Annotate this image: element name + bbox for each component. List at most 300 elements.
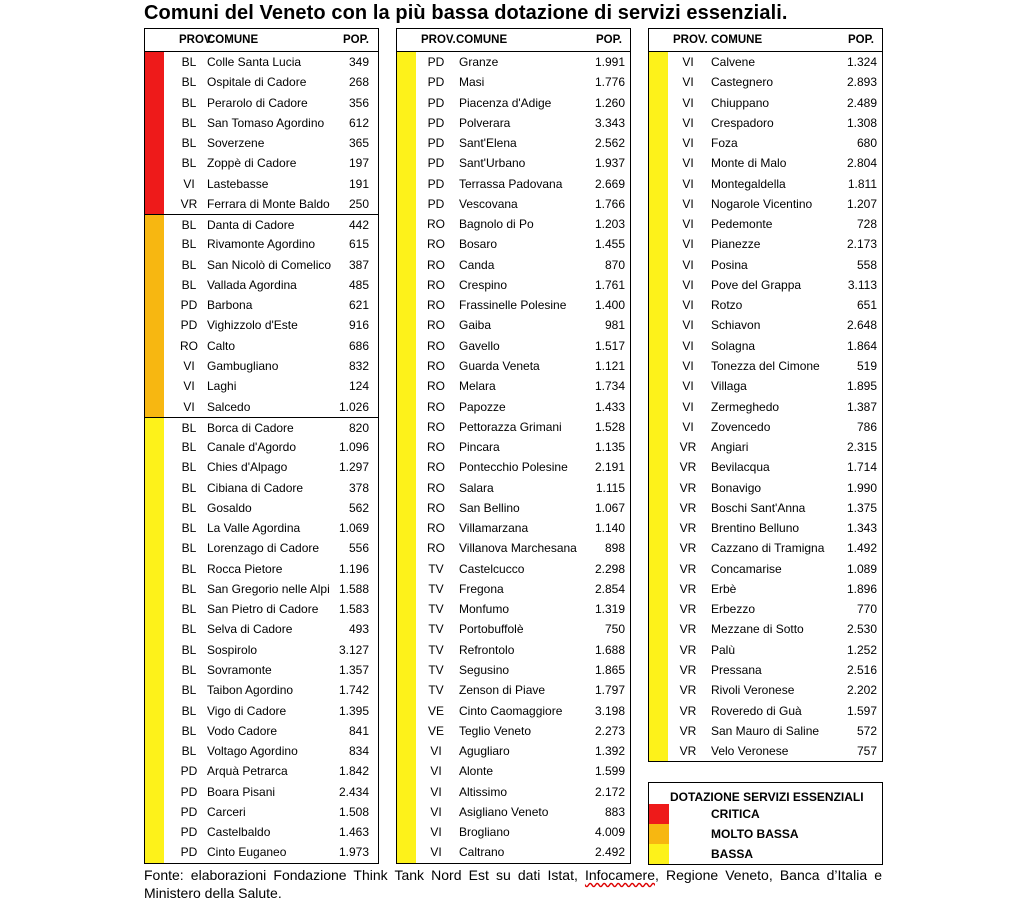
level-color-bar xyxy=(649,133,668,153)
table-row xyxy=(649,153,882,173)
level-color-bar xyxy=(397,315,416,335)
level-color-bar xyxy=(649,538,668,558)
cell-pop: 378 xyxy=(348,480,369,495)
level-color-bar xyxy=(649,153,668,173)
cell-pop: 1.400 xyxy=(594,298,625,313)
level-color-bar xyxy=(649,93,668,113)
cell-prov: VR xyxy=(679,561,697,576)
cell-pop: 562 xyxy=(348,500,369,515)
table-row xyxy=(397,721,630,741)
level-color-bar xyxy=(145,802,164,822)
cell-comune: Zoppè di Cadore xyxy=(207,156,297,171)
cell-prov: VI xyxy=(183,379,195,394)
table-row xyxy=(649,113,882,133)
cell-comune: Nogarole Vicentino xyxy=(711,196,813,211)
cell-prov: VE xyxy=(427,723,444,738)
cell-pop: 3.113 xyxy=(847,277,877,292)
cell-prov: RO xyxy=(427,298,445,313)
cell-prov: BL xyxy=(181,420,197,435)
level-color-bar xyxy=(145,559,164,579)
cell-pop: 250 xyxy=(348,196,369,211)
table-row xyxy=(649,417,882,437)
level-color-bar xyxy=(397,802,416,822)
cell-pop: 1.991 xyxy=(594,55,625,69)
cell-comune: Gavello xyxy=(459,338,500,353)
cell-prov: RO xyxy=(427,338,445,353)
cell-prov: PD xyxy=(180,318,198,333)
cell-pop: 1.588 xyxy=(338,581,369,596)
table-row xyxy=(145,782,378,802)
cell-pop: 1.864 xyxy=(846,338,877,353)
cell-pop: 621 xyxy=(348,298,369,313)
table-row xyxy=(397,52,630,72)
level-color-bar xyxy=(397,660,416,680)
legend-item-critica xyxy=(649,804,882,824)
table-row xyxy=(145,721,378,741)
cell-prov: VI xyxy=(682,298,694,313)
cell-prov: VI xyxy=(430,744,442,759)
cell-prov: PD xyxy=(427,176,445,191)
cell-pop: 916 xyxy=(348,318,369,333)
cell-comune: Chies d'Alpago xyxy=(207,460,288,475)
cell-pop: 2.172 xyxy=(594,784,625,799)
cell-comune: Soverzene xyxy=(207,136,265,151)
cell-prov: VI xyxy=(430,784,442,799)
cell-pop: 485 xyxy=(348,277,369,292)
cell-comune: Chiuppano xyxy=(711,95,770,110)
level-color-bar xyxy=(649,376,668,396)
cell-pop: 728 xyxy=(856,217,877,232)
cell-comune: Boschi Sant'Anna xyxy=(711,500,806,515)
cell-comune: Castegnero xyxy=(711,75,774,90)
cell-pop: 2.315 xyxy=(846,440,877,455)
cell-comune: Canda xyxy=(459,257,495,272)
cell-comune: San Nicolò di Comelico xyxy=(207,257,332,272)
page-title: Comuni del Veneto con la più bassa dotazione di servizi essenziali. xyxy=(144,2,788,24)
cell-comune: Cazzano di Tramigna xyxy=(711,541,825,556)
level-color-bar xyxy=(649,52,668,72)
cell-comune: Pontecchio Polesine xyxy=(459,460,568,475)
cell-comune: Canale d'Agordo xyxy=(207,440,297,455)
cell-prov: RO xyxy=(427,480,445,495)
cell-comune: Frassinelle Polesine xyxy=(459,298,567,313)
cell-comune: Pove del Grappa xyxy=(711,277,802,292)
cell-comune: Bevilacqua xyxy=(711,460,770,475)
table-row xyxy=(145,599,378,619)
cell-comune: Carceri xyxy=(207,804,246,819)
cell-pop: 832 xyxy=(348,358,369,373)
table-row xyxy=(145,559,378,579)
cell-prov: RO xyxy=(427,460,445,475)
table-row xyxy=(397,782,630,802)
cell-prov: PD xyxy=(427,75,445,90)
cell-comune: Colle Santa Lucia xyxy=(207,55,302,69)
cell-comune: San Gregorio nelle Alpi xyxy=(207,581,330,596)
table-row xyxy=(649,559,882,579)
level-color-bar xyxy=(397,498,416,518)
table-row xyxy=(397,194,630,214)
cell-comune: Barbona xyxy=(207,298,253,313)
table-row xyxy=(145,52,378,72)
table-row xyxy=(397,356,630,376)
cell-comune: Vodo Cadore xyxy=(207,723,278,738)
cell-comune: Pianezze xyxy=(711,237,761,252)
level-color-bar xyxy=(397,741,416,761)
cell-pop: 1.492 xyxy=(846,541,877,556)
cell-comune: Polverara xyxy=(459,115,511,130)
cell-pop: 356 xyxy=(348,95,369,110)
table-row xyxy=(145,295,378,315)
cell-pop: 2.804 xyxy=(846,156,877,171)
level-color-bar xyxy=(397,133,416,153)
cell-comune: Voltago Agordino xyxy=(207,744,298,759)
level-color-bar xyxy=(145,356,164,376)
level-color-bar xyxy=(397,437,416,457)
cell-comune: Salcedo xyxy=(207,399,251,414)
legend-label: BASSA xyxy=(711,847,754,861)
cell-comune: Calvene xyxy=(711,55,756,69)
legend-item-molto-bassa xyxy=(649,824,882,844)
table-body xyxy=(145,52,378,863)
cell-prov: VI xyxy=(682,399,694,414)
cell-comune: Palù xyxy=(711,642,736,657)
table-row xyxy=(145,842,378,862)
cell-comune: Caltrano xyxy=(459,845,505,860)
level-color-bar xyxy=(397,295,416,315)
table-row xyxy=(145,822,378,842)
cell-comune: La Valle Agordina xyxy=(207,521,301,536)
cell-comune: Lorenzago di Cadore xyxy=(207,541,320,556)
cell-pop: 898 xyxy=(604,541,625,556)
table-row xyxy=(397,619,630,639)
level-color-bar xyxy=(397,275,416,295)
cell-pop: 1.260 xyxy=(594,95,625,110)
level-color-bar xyxy=(397,417,416,437)
cell-pop: 1.937 xyxy=(594,156,625,171)
cell-pop: 1.067 xyxy=(594,500,625,515)
cell-comune: Foza xyxy=(711,136,738,151)
table-row xyxy=(649,721,882,741)
level-color-bar xyxy=(145,215,164,234)
table-row xyxy=(649,701,882,721)
cell-comune: Zovencedo xyxy=(711,419,771,434)
level-color-bar xyxy=(145,538,164,558)
cell-pop: 2.562 xyxy=(594,136,625,151)
cell-pop: 1.308 xyxy=(846,115,877,130)
cell-pop: 387 xyxy=(348,257,369,272)
level-color-bar xyxy=(397,336,416,356)
cell-prov: VI xyxy=(682,75,694,90)
level-color-bar xyxy=(649,315,668,335)
level-color-bar xyxy=(145,579,164,599)
cell-prov: RO xyxy=(427,217,445,232)
table-row xyxy=(397,72,630,92)
cell-pop: 2.273 xyxy=(594,723,625,738)
cell-comune: Papozze xyxy=(459,399,506,414)
table-row xyxy=(145,518,378,538)
table-row xyxy=(145,153,378,173)
cell-prov: VI xyxy=(183,399,195,414)
level-color-bar xyxy=(397,356,416,376)
cell-prov: PD xyxy=(180,825,198,840)
cell-prov: BL xyxy=(181,136,197,151)
cell-prov: RO xyxy=(427,257,445,272)
cell-comune: Vescovana xyxy=(459,196,518,211)
level-color-bar xyxy=(397,397,416,417)
cell-prov: RO xyxy=(427,541,445,556)
table-row xyxy=(649,174,882,194)
cell-prov: PD xyxy=(427,156,445,171)
legend-title: DOTAZIONE SERVIZI ESSENZIALI xyxy=(670,790,864,804)
table-row xyxy=(649,133,882,153)
level-color-bar xyxy=(649,457,668,477)
cell-prov: VI xyxy=(682,257,694,272)
level-color-bar xyxy=(397,721,416,741)
cell-pop: 2.191 xyxy=(594,460,625,475)
cell-prov: TV xyxy=(428,662,444,677)
cell-pop: 2.298 xyxy=(594,561,625,576)
legend-item-bassa xyxy=(649,844,882,864)
cell-pop: 1.392 xyxy=(594,744,625,759)
cell-comune: Schiavon xyxy=(711,318,761,333)
level-color-bar xyxy=(649,417,668,437)
table-row xyxy=(397,761,630,781)
table-row xyxy=(145,234,378,254)
cell-pop: 1.319 xyxy=(594,602,625,617)
table-row xyxy=(145,437,378,457)
legend-swatch-molto-bassa xyxy=(649,824,669,844)
level-color-bar xyxy=(145,680,164,700)
table-row xyxy=(397,113,630,133)
cell-prov: PD xyxy=(427,136,445,151)
cell-prov: PD xyxy=(427,55,445,69)
level-color-bar xyxy=(145,498,164,518)
cell-comune: Agugliaro xyxy=(459,744,510,759)
cell-comune: Sospirolo xyxy=(207,642,258,657)
cell-comune: Rivamonte Agordino xyxy=(207,237,316,252)
cell-pop: 612 xyxy=(348,115,369,130)
table-header xyxy=(145,29,378,52)
cell-pop: 1.026 xyxy=(338,399,369,414)
cell-pop: 841 xyxy=(348,723,369,738)
cell-prov: RO xyxy=(427,237,445,252)
level-color-bar xyxy=(145,295,164,315)
cell-comune: Villaga xyxy=(711,379,747,394)
level-color-bar xyxy=(397,518,416,538)
cell-prov: PD xyxy=(180,784,198,799)
cell-pop: 1.357 xyxy=(338,662,369,677)
table-row xyxy=(649,52,882,72)
level-color-bar xyxy=(145,418,164,437)
cell-pop: 197 xyxy=(348,156,369,171)
cell-prov: BL xyxy=(181,500,197,515)
cell-pop: 1.196 xyxy=(338,561,369,576)
cell-pop: 124 xyxy=(348,379,369,394)
cell-comune: Danta di Cadore xyxy=(207,218,295,233)
table-row xyxy=(649,680,882,700)
cell-comune: Rocca Pietore xyxy=(207,561,283,576)
table-row xyxy=(397,680,630,700)
cell-prov: PD xyxy=(180,804,198,819)
table-row xyxy=(649,194,882,214)
level-color-bar xyxy=(397,72,416,92)
cell-prov: VR xyxy=(679,521,697,536)
level-color-bar xyxy=(649,599,668,619)
level-color-bar xyxy=(649,72,668,92)
table-row xyxy=(649,336,882,356)
cell-prov: VI xyxy=(682,196,694,211)
table-row xyxy=(397,457,630,477)
level-color-bar xyxy=(397,701,416,721)
cell-pop: 1.990 xyxy=(846,480,877,495)
cell-comune: Bosaro xyxy=(459,237,498,252)
cell-pop: 1.776 xyxy=(594,75,625,90)
cell-pop: 1.842 xyxy=(338,764,369,779)
cell-pop: 820 xyxy=(348,420,369,435)
cell-prov: VR xyxy=(679,642,697,657)
level-color-bar xyxy=(145,478,164,498)
cell-pop: 1.203 xyxy=(594,217,625,232)
table-row xyxy=(649,315,882,335)
cell-comune: Monfumo xyxy=(459,602,510,617)
cell-prov: BL xyxy=(181,662,197,677)
cell-pop: 1.207 xyxy=(846,196,877,211)
source-text-underlined: Infocamere xyxy=(584,867,655,883)
header-pop: POP. xyxy=(596,34,622,46)
level-color-bar xyxy=(649,275,668,295)
header-comune: COMUNE xyxy=(711,34,763,46)
table-row xyxy=(397,214,630,234)
level-color-bar xyxy=(145,194,164,214)
level-color-bar xyxy=(649,741,668,761)
cell-comune: Vighizzolo d'Este xyxy=(207,318,298,333)
cell-comune: Angiari xyxy=(711,440,749,455)
table-body xyxy=(397,52,630,863)
cell-comune: Arquà Petrarca xyxy=(207,764,288,779)
cell-prov: BL xyxy=(181,95,197,110)
cell-prov: RO xyxy=(427,277,445,292)
cell-comune: Borca di Cadore xyxy=(207,420,294,435)
cell-pop: 1.252 xyxy=(846,642,877,657)
cell-comune: Cinto Euganeo xyxy=(207,845,287,860)
cell-prov: BL xyxy=(181,277,197,292)
cell-comune: Taibon Agordino xyxy=(207,683,294,698)
table-row xyxy=(397,174,630,194)
legend-swatch-critica xyxy=(649,804,669,824)
cell-comune: Gambugliano xyxy=(207,358,279,373)
cell-pop: 2.202 xyxy=(846,683,877,698)
level-color-bar xyxy=(145,93,164,113)
cell-comune: Montegaldella xyxy=(711,176,786,191)
table-row xyxy=(397,701,630,721)
level-color-bar xyxy=(145,234,164,254)
cell-comune: Sant'Elena xyxy=(459,136,517,151)
cell-comune: Melara xyxy=(459,379,496,394)
cell-comune: Boara Pisani xyxy=(207,784,276,799)
level-color-bar xyxy=(397,822,416,842)
level-color-bar xyxy=(145,782,164,802)
cell-pop: 442 xyxy=(348,218,369,233)
cell-comune: San Mauro di Saline xyxy=(711,723,820,738)
level-color-bar xyxy=(145,174,164,194)
level-color-bar xyxy=(397,113,416,133)
header-prov: PROV. xyxy=(673,34,708,46)
cell-comune: Roveredo di Guà xyxy=(711,703,802,718)
level-color-bar xyxy=(397,93,416,113)
cell-pop: 1.688 xyxy=(594,642,625,657)
level-color-bar xyxy=(649,579,668,599)
level-color-bar xyxy=(397,194,416,214)
cell-prov: PD xyxy=(180,764,198,779)
cell-prov: VI xyxy=(682,115,694,130)
table-row xyxy=(397,234,630,254)
cell-prov: VI xyxy=(682,217,694,232)
cell-pop: 770 xyxy=(856,602,877,617)
cell-comune: Concamarise xyxy=(711,561,782,576)
table-row xyxy=(397,437,630,457)
cell-pop: 556 xyxy=(348,541,369,556)
source-text-after: , Regione Veneto, Banca d’Italia e Ministero della Salute. xyxy=(144,867,882,901)
level-color-bar xyxy=(145,437,164,457)
table-row xyxy=(397,417,630,437)
table-row xyxy=(145,113,378,133)
cell-pop: 1.528 xyxy=(594,419,625,434)
table-row xyxy=(397,133,630,153)
level-color-bar xyxy=(145,599,164,619)
cell-comune: Monte di Malo xyxy=(711,156,787,171)
cell-prov: BL xyxy=(181,561,197,576)
level-color-bar xyxy=(145,275,164,295)
cell-prov: VI xyxy=(682,136,694,151)
level-color-bar xyxy=(649,701,668,721)
cell-comune: Selva di Cadore xyxy=(207,622,293,637)
cell-prov: VR xyxy=(679,460,697,475)
cell-pop: 1.597 xyxy=(846,703,877,718)
table-row xyxy=(649,457,882,477)
table-row xyxy=(397,275,630,295)
cell-comune: Alonte xyxy=(459,764,494,779)
level-color-bar xyxy=(145,518,164,538)
header-pop: POP. xyxy=(343,34,369,46)
cell-prov: BL xyxy=(181,440,197,455)
cell-pop: 1.096 xyxy=(338,440,369,455)
level-color-bar xyxy=(649,518,668,538)
cell-prov: VR xyxy=(679,622,697,637)
level-color-bar xyxy=(145,721,164,741)
cell-comune: Bagnolo di Po xyxy=(459,217,534,232)
cell-pop: 2.434 xyxy=(338,784,369,799)
level-color-bar xyxy=(397,234,416,254)
cell-prov: BL xyxy=(181,723,197,738)
cell-comune: Cinto Caomaggiore xyxy=(459,703,563,718)
cell-comune: Vigo di Cadore xyxy=(207,703,287,718)
cell-prov: VR xyxy=(679,440,697,455)
table-row xyxy=(145,315,378,335)
level-color-bar xyxy=(397,478,416,498)
cell-prov: VI xyxy=(682,419,694,434)
cell-pop: 1.895 xyxy=(846,379,877,394)
cell-comune: Crespino xyxy=(459,277,508,292)
cell-prov: RO xyxy=(427,440,445,455)
cell-comune: Sant'Urbano xyxy=(459,156,526,171)
cell-pop: 834 xyxy=(348,744,369,759)
cell-pop: 2.492 xyxy=(594,845,625,860)
cell-pop: 493 xyxy=(348,622,369,637)
table-row xyxy=(145,619,378,639)
level-color-bar xyxy=(397,153,416,173)
cell-comune: San Bellino xyxy=(459,500,520,515)
cell-comune: Masi xyxy=(459,75,485,90)
